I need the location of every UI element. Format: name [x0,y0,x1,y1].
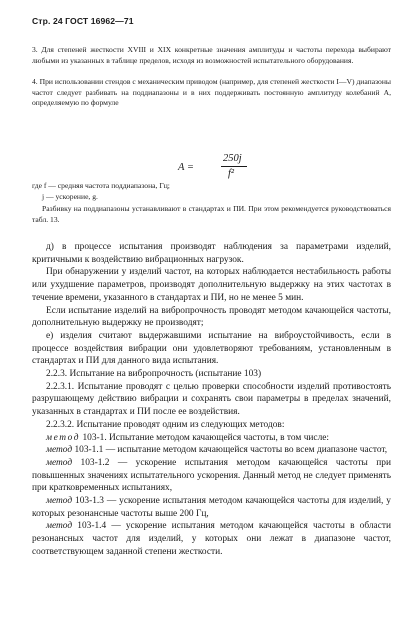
method-103-1-2 [32,457,391,495]
method-text: 103-1.1 — испытание методом качающейся частоты во всем диапазоне частот, [72,445,388,456]
method-text: 103-1. Испытание методом качающейся частоты, в том числе: [80,432,330,443]
main-text [32,241,391,559]
paragraph-sweep-note: Если испытание изделий на вибропрочность проводят методом качающейся частоты, дополнительную выдержку не производят; [32,305,391,329]
method-label: метод [46,521,73,532]
section-2-2-3-1: 2.2.3.1. Испытание проводят с целью проверки способности изделий противостоять разрушающему действию вибрации и сохранять свои параметры в пределах значений, указанных в стандартах и ПИ после ее воздействия. [32,381,391,418]
method-label: метод [46,496,73,507]
paragraph-d: д) в процессе испытания производят наблюдения за параметрами изделий, критичными к воздействию вибрационных нагрузок. [32,242,391,265]
division-note: Разбивку на поддиапазоны устанавливают в стандартах и ПИ. При этом рекомендуется руководствоваться табл. 13. [32,204,391,224]
method-text: 103-1.2 — ускорение испытания методом качающейся частоты при повышенных значениях испытательного ускорения. Данный метод не следует применять при кратковременных испытаниях, [32,457,391,494]
method-text: 103-1.3 — ускорение испытания методом качающейся частоты для изделий, у которых резонансные частоты выше 200 Гц, [32,496,391,519]
method-label: метод [46,445,73,456]
note-3: 3. Для степеней жесткости XVIII и XIX конкретные значения амплитуды и частоты перехода выбирают любыми из указанных в таблице пределов, исходя из возможностей испытательного оборудования. [32,45,391,65]
section-2-2-3-2: 2.2.3.2. Испытание проводят одним из следующих методов: [46,419,285,430]
fraction-bar [221,166,247,167]
paragraph-instability: При обнаружении у изделий частот, на которых наблюдается нестабильность работы или ухудшение параметров, производят дополнительную выдержку на этих частотах в течение времени, указанного в стандартах и ПИ, но не менее 5 мин. [32,267,391,303]
method-label: метод [46,432,81,443]
paragraph-e: е) изделия считают выдержавшими испытание на виброустойчивость, если в процессе воздействия вибрации они удовлетворяют требованиям, установленным в стандартах и ПИ для данного вида испытания. [32,330,391,367]
where-f-line: где f — средняя частота поддиапазона, Гц; [32,181,170,190]
section-2-2-3: 2.2.3. Испытание на вибропрочность (испытание 103) [46,369,262,380]
formula-lhs: A = [178,162,194,173]
method-103-1-1 [32,444,391,457]
formula-denominator: f² [228,168,235,179]
method-label: метод [46,457,73,468]
method-103-1-3 [32,495,391,520]
formula-numerator: 250j [223,153,242,164]
method-103-1-4 [32,520,391,558]
note-4: 4. При использовании стендов с механическим приводом (например, для степеней жесткости I—V) диапазоны частот следует разбивать на поддиапазоны и в них поддерживать постоянную амплитуду колебаний A, определяемую по формуле [32,77,391,107]
method-103-1 [32,432,391,445]
method-text: 103-1.4 — ускорение испытания методом качающейся частоты в области резонансных частот для изделий, у которых они лежат в диапазоне частот, соответствующем заданной степени жесткости. [32,521,391,557]
where-j-line: j — ускорение, g. [42,192,98,201]
page-header: Стр. 24 ГОСТ 16962—71 [32,16,134,26]
